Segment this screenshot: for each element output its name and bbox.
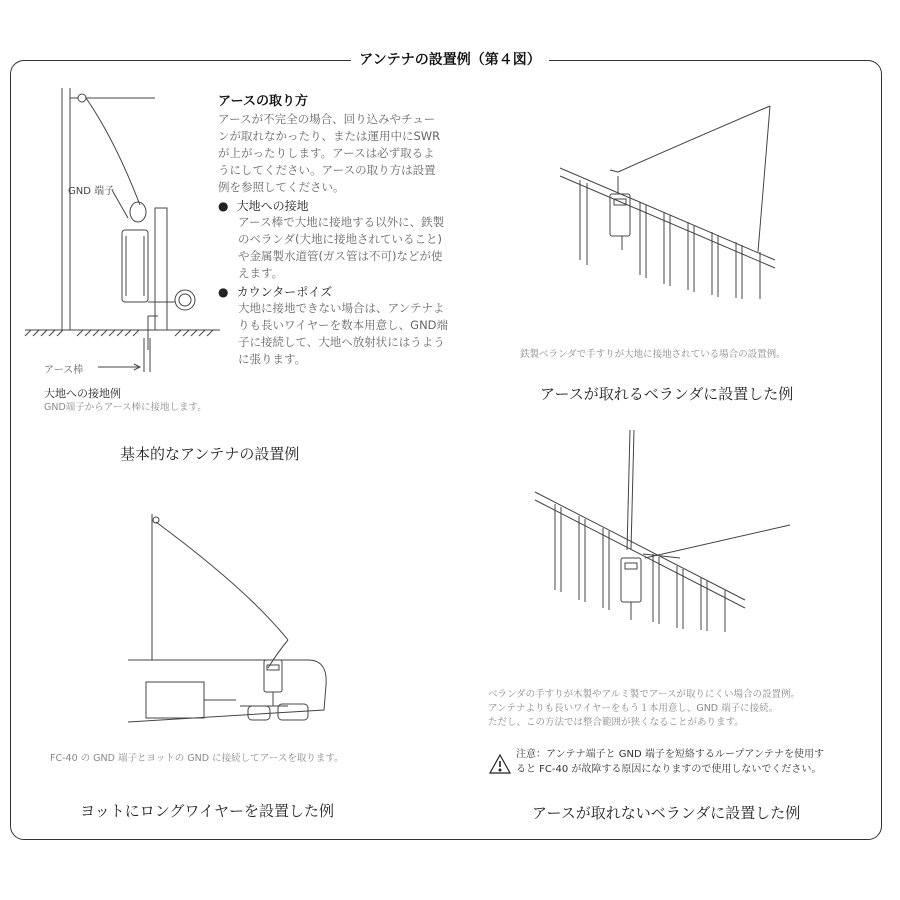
earth-section: [218, 90, 488, 368]
earth-line: ンが取れなかったり、または運用中にSWR: [218, 129, 441, 143]
earth-line: が上がったりします。アースは必ず取るよ: [218, 146, 435, 160]
veranda-ungrounded-note: [488, 688, 800, 730]
bullet-counterpoise-label: カウンターポイズ: [236, 285, 333, 299]
veranda-ungrounded-note-line: ただし、この方法では整合範囲が狭くなることがあります。: [488, 717, 744, 728]
bullet-dot-icon: ●: [218, 199, 229, 213]
warning-line: ると FC-40 が故障する原因になりますので使用しないでください。: [516, 764, 822, 775]
veranda-ungrounded-note-line: アンテナよりも長いワイヤーをもう１本用意し、GND 端子に接続。: [488, 703, 779, 714]
warning-line: 注意：アンテナ端子と GND 端子を短絡するループアンテナを使用す: [516, 749, 824, 760]
earth-paragraph: [218, 111, 488, 196]
bullet-ground-line: や金属製水道管(ガス管は不可)などが使: [238, 249, 443, 263]
veranda-ungrounded-caption: アースが取れないベランダに設置した例: [532, 804, 801, 822]
yacht-note: FC-40 の GND 端子とヨットの GND に接続してアースを取ります。: [50, 753, 344, 764]
basic-caption: 基本的なアンテナの設置例: [120, 445, 300, 463]
page-title: アンテナの設置例（第４図）: [351, 52, 548, 68]
earth-line: アースが不完全の場合、回り込みやチュー: [218, 112, 436, 126]
veranda-grounded-note: 鉄製ベランダで手すりが大地に接地されている場合の設置例。: [520, 349, 786, 360]
bullet-ground-line: のベランダ(大地に接地されていること): [238, 232, 443, 246]
bullet-ground-label: 大地への接地: [236, 199, 309, 213]
earth-line: 例を参照してください。: [218, 180, 345, 194]
ground-example-title: 大地への接地例: [44, 387, 121, 400]
warning-text: [516, 747, 824, 777]
bullet-ground-line: アース棒で大地に接地する以外に、鉄製: [238, 215, 445, 229]
basic-installation-illustration: [20, 80, 240, 400]
page-title-wrap: [0, 49, 900, 69]
bullet-ground-text: [218, 214, 488, 282]
veranda-ungrounded-note-line: ベランダの手すりが木製やアルミ製でアースが取りにくい場合の設置例。: [488, 689, 800, 700]
earth-line: うにしてください。アースの取り方は設置: [218, 163, 436, 177]
bullet-ground: [218, 197, 488, 214]
warning-triangle-icon: [489, 754, 511, 774]
gnd-terminal-label: GND 端子: [68, 186, 115, 197]
ground-example-text: GND端子からアース棒に接地します。: [44, 402, 207, 413]
earth-heading: アースの取り方: [218, 94, 308, 109]
bullet-dot-icon: ●: [218, 285, 229, 299]
veranda-grounded-caption: アースが取れるベランダに設置した例: [540, 385, 794, 403]
bullet-counterpoise-line: 大地に接地できない場合は、アンテナよ: [238, 301, 445, 315]
bullet-counterpoise-text: [218, 300, 488, 368]
earth-rod-label: アース棒: [44, 365, 84, 376]
yacht-illustration: [128, 510, 328, 740]
bullet-counterpoise-line: に張ります。: [238, 352, 307, 366]
veranda-grounded-illustration: [560, 100, 810, 300]
yacht-caption: ヨットにロングワイヤーを設置した例: [80, 802, 334, 820]
bullet-counterpoise-line: 子に接続して、大地へ放射状にはうよう: [238, 335, 445, 349]
bullet-counterpoise: [218, 283, 488, 300]
bullet-ground-line: えます。: [238, 266, 284, 280]
veranda-ungrounded-illustration: [535, 430, 795, 650]
bullet-counterpoise-line: りも長いワイヤーを数本用意し、GND端: [238, 318, 449, 332]
